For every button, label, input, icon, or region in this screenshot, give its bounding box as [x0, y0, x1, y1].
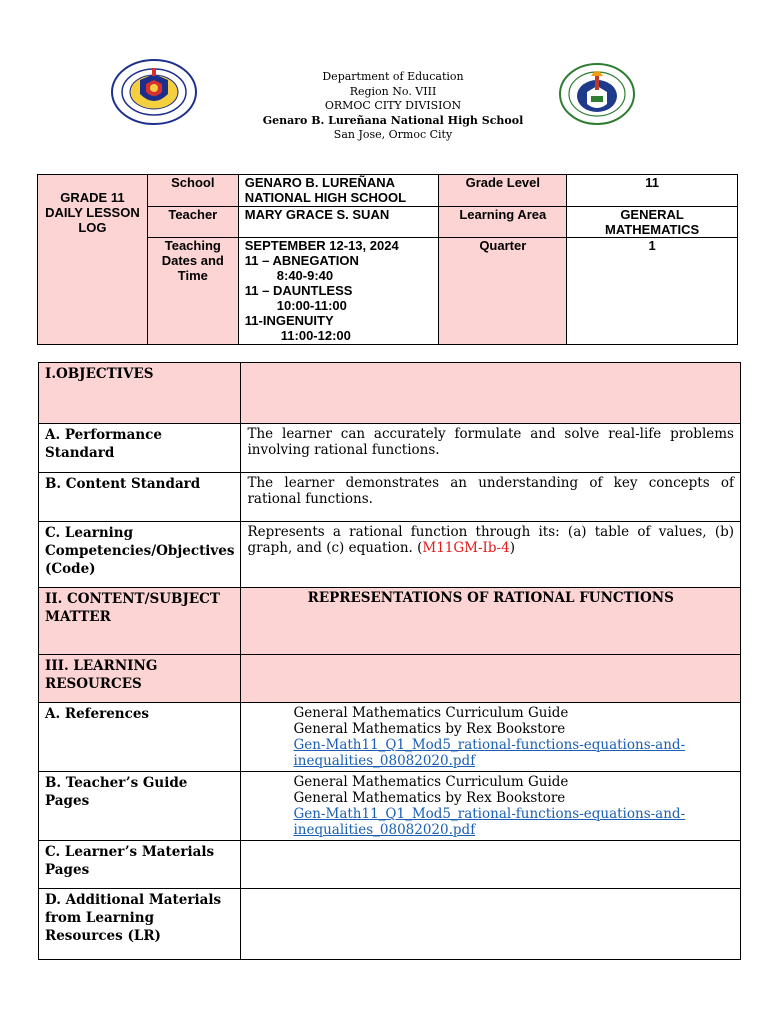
teaching-date: SEPTEMBER 12-13, 2024 — [244, 238, 399, 253]
learning-competencies-text — [241, 522, 741, 588]
school-name: Genaro B. Lureñana National High School — [262, 113, 524, 127]
teaching-dates-value — [238, 238, 439, 345]
lesson-info-table — [37, 174, 738, 345]
time-dauntless: 10:00-11:00 — [276, 298, 347, 313]
objectives-heading: I.OBJECTIVES — [39, 363, 241, 424]
tg-module-link[interactable]: Gen-Math11_Q1_Mod5_rational-functions-equations-and-inequalities_08082020.pdf — [293, 806, 686, 838]
references-cell — [241, 703, 741, 772]
content-standard-text: The learner demonstrates an understanding of key concepts of rational functions. — [241, 473, 741, 522]
time-abnegation: 8:40-9:40 — [276, 268, 334, 283]
performance-standard-text: The learner can accurately formulate and solve real-life problems involving rational functions. — [241, 424, 741, 473]
grade-level-label: Grade Level — [439, 175, 567, 207]
time-ingenuity: 11:00-12:00 — [280, 328, 351, 343]
additional-materials-cell — [241, 889, 741, 960]
quarter-label: Quarter — [439, 238, 567, 345]
learning-area-label: Learning Area — [439, 207, 567, 238]
lesson-log-title: GRADE 11 DAILY LESSON LOG — [38, 175, 148, 345]
references-label: A. References — [39, 703, 241, 772]
department-name: Department of Education — [322, 70, 464, 83]
learning-area-value: GENERAL MATHEMATICS — [567, 207, 738, 238]
school-label: School — [147, 175, 238, 207]
competency-close: ) — [509, 540, 515, 556]
learners-materials-cell — [241, 841, 741, 889]
section-dauntless: 11 – DAUNTLESS — [244, 283, 353, 298]
additional-materials-label: D. Additional Materials from Learning Resources (LR) — [39, 889, 241, 960]
division-name: ORMOC CITY DIVISION — [324, 99, 462, 112]
learners-materials-label: C. Learner’s Materials Pages — [39, 841, 241, 889]
school-value: GENARO B. LUREÑANA NATIONAL HIGH SCHOOL — [238, 175, 439, 207]
lesson-plan-table — [38, 362, 741, 960]
competency-description: Represents a rational function through its: (a) table of values, (b) graph, and (c) equation. ( — [247, 524, 734, 556]
section-ingenuity: 11-INGENUITY — [244, 313, 334, 328]
teacher-value: MARY GRACE S. SUAN — [238, 207, 439, 238]
learning-resources-label: III. LEARNING RESOURCES — [39, 655, 241, 703]
school-location: San Jose, Ormoc City — [333, 128, 453, 141]
reference-module-link[interactable]: Gen-Math11_Q1_Mod5_rational-functions-equations-and-inequalities_08082020.pdf — [293, 737, 686, 769]
content-subject-matter-title: REPRESENTATIONS OF RATIONAL FUNCTIONS — [241, 588, 741, 655]
teachers-guide-label: B. Teacher’s Guide Pages — [39, 772, 241, 841]
competency-code: M11GM-Ib-4 — [422, 540, 510, 556]
content-standard-label: B. Content Standard — [39, 473, 241, 522]
teaching-dates-label: Teaching Dates and Time — [147, 238, 238, 345]
content-subject-matter-label: II. CONTENT/SUBJECT MATTER — [39, 588, 241, 655]
reference-curriculum-guide: General Mathematics Curriculum Guide — [293, 705, 569, 721]
tg-rex-bookstore: General Mathematics by Rex Bookstore — [293, 790, 566, 806]
tg-curriculum-guide: General Mathematics Curriculum Guide — [293, 774, 569, 790]
reference-rex-bookstore: General Mathematics by Rex Bookstore — [293, 721, 566, 737]
learning-competencies-label: C. Learning Competencies/Objectives (Code) — [39, 522, 241, 588]
school-seal-logo — [558, 62, 636, 126]
objectives-cell — [241, 363, 741, 424]
deped-seal-logo — [110, 58, 198, 126]
region-name: Region No. VIII — [349, 84, 437, 98]
grade-level-value: 11 — [567, 175, 738, 207]
performance-standard-label: A. Performance Standard — [39, 424, 241, 473]
teachers-guide-cell — [241, 772, 741, 841]
school-header — [240, 70, 546, 143]
learning-resources-cell — [241, 655, 741, 703]
section-abnegation: 11 – ABNEGATION — [244, 253, 359, 268]
quarter-value: 1 — [567, 238, 738, 345]
teacher-label: Teacher — [147, 207, 238, 238]
